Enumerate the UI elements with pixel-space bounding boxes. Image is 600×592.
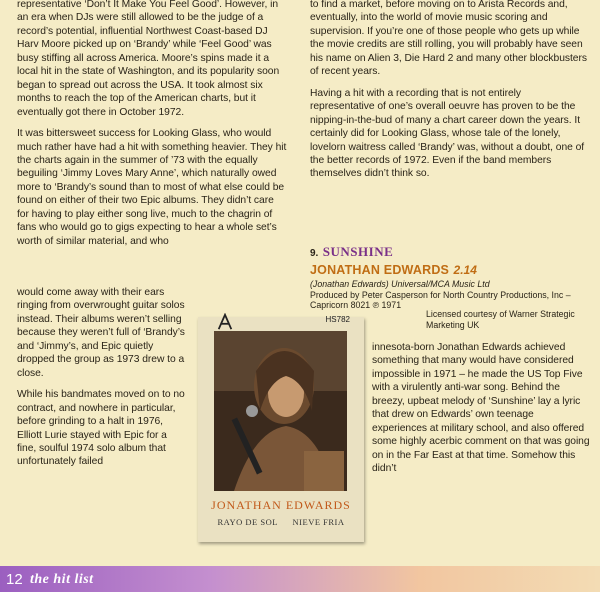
album-photo [214, 331, 347, 491]
credit-writer: (Jonathan Edwards) Universal/MCA Music Ltd [310, 279, 490, 289]
paragraph: While his bandmates moved on to no contract, and nowhere in particular, before grinding to a halt in 1976, Elliott Lurie stayed with Epic for a fine, soulful 1974 solo album that unfortunately failed [17, 389, 185, 468]
track-artist: JONATHAN EDWARDS [310, 263, 450, 277]
paragraph: would come away with their ears ringing from overwrought guitar solos instead. Their albums weren’t selling because they weren’t full of ‘Brandy’s and ‘Jimmy’s, and Epic quietly dropped the group as 1973 drew to a close. [17, 287, 185, 379]
credit-producer: Produced by Peter Casperson for North Country Productions, Inc – Capricorn 8021 ℗ 1971 [310, 289, 571, 310]
catalog-number: HS782 [325, 315, 350, 324]
left-column-top [17, 0, 287, 256]
page-number: 12 [6, 571, 23, 588]
album-song-right: NIEVE FRIA [292, 517, 345, 527]
right-column-top [310, 0, 588, 189]
paragraph: It was bittersweet success for Looking Glass, who would much rather have had a hit with something heavier. They hit the charts again in the summer of ’73 with the equally beguiling ‘Jimmy Loves Mary Anne’, which naturally owed more to ‘Brandy’s sound than to most of what else could be found on either of their two Epic albums. They didn’t care for having to play either song live, much to the chagrin of fans who would go to gigs expecting to hear a whole set’s worth of similar material, and who [17, 128, 287, 247]
musician-photo-icon [214, 331, 347, 491]
record-label-logo-icon [216, 313, 234, 331]
section-name: the hit list [30, 572, 94, 587]
paragraph [372, 341, 590, 476]
track-duration: 2.14 [453, 263, 477, 277]
paragraph: to find a market, before moving on to Arista Records and, eventually, into the world of movie music scoring and supervision. If you’re one of those people who gets up while the movie credits are still rolling, you will probably have seen his name on Alien 3, Die Hard 2 and many other blockbusters of recent years. [310, 0, 587, 78]
licence-note: Licensed courtesy of Warner Strategic Marketing UK [426, 309, 575, 330]
track-title: SUNSHINE [322, 244, 394, 259]
footer-bar [0, 566, 600, 592]
right-column-bottom [372, 341, 590, 484]
left-column-wrap [17, 286, 187, 477]
paragraph: Having a hit with a recording that is not entirely representative of one’s overall oeuvre has proven to be the nipping-in-the-bud of many a chart career down the years. It certainly did for Looking Glass, whose tale of the lonely, lovelorn waitress called ‘Brandy’ was, without a doubt, one of the better records of 1972. Even if the band members themselves didn’t think so. [310, 87, 585, 180]
paragraph-text: innesota-born Jonathan Edwards achieved something that many would have considered impossible in 1971 – he made the US Top Five with a virulently anti-war song. Behind the breezy, upbeat melody of ‘Sunshine’ lay a lyric that drew on Edwards’ own teenage experiences at military school, and also offered some highly acerbic comment on that was going on in the Far East at that time. Somehow this didn’t [372, 342, 590, 475]
track-header [310, 243, 590, 311]
album-artist-name: JONATHAN EDWARDS [211, 498, 351, 512]
track-number: 9. [310, 248, 319, 259]
album-song-left: RAYO DE SOL [217, 517, 278, 527]
album-song-titles [198, 517, 364, 527]
album-cover-image [198, 317, 364, 542]
paragraph: representative ‘Don’t It Make You Feel Good’. However, in an era when DJs were still allowed to be the judge of a record’s potential, influential Northwest Coast-based DJ Harv Moore picked up on ‘Brandy’ while ‘Feel Good’ was busy stiffing all across America. Moore’s spins made it a local hit in the state of Washington, and its popularity soon began to spread out across the USA. It took almost six months to reach the top of the American charts, but it eventually got there in October 1972. [17, 0, 280, 118]
